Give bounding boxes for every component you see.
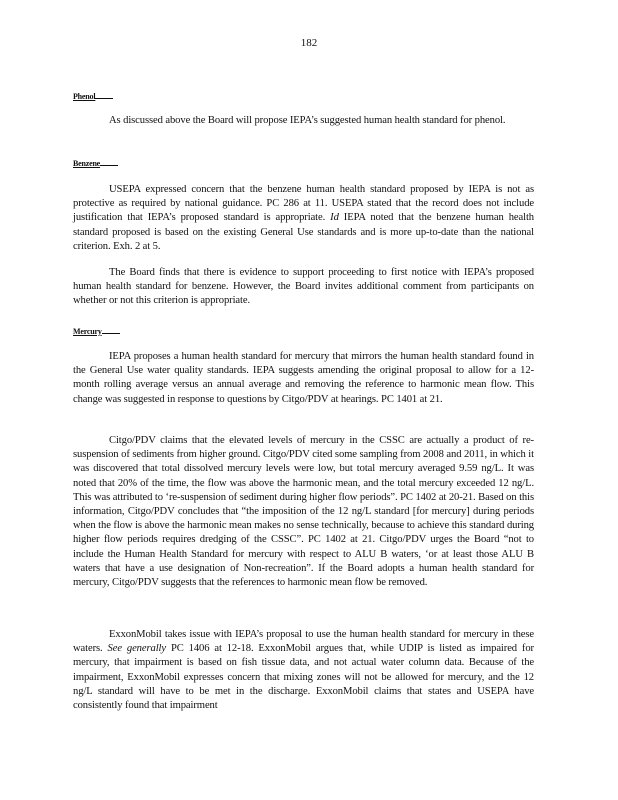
phenol-paragraph: As discussed above the Board will propose IEPA’s suggested human health standard for phenol. (109, 115, 506, 126)
benzene-paragraph-2: The Board finds that there is evidence to support proceeding to first notice with IEPA’s proposed human health standard for benzene. However, the Board invites additional comment from participants on whether or not this criterion is appropriate. (73, 267, 534, 307)
underline-tail (100, 158, 118, 166)
mercury-paragraph-1: IEPA proposes a human health standard for mercury that mirrors the human health standard found in the General Use water quality standards. IEPA suggests amending the original proposal to allow for a 12-month rolling average versus an annual average and removing the reference to harmonic mean flow. This change was suggested in response to questions by Citgo/PDV at hearings. PC 1401 at 21. (73, 351, 534, 405)
citation-see-generally: See generally (107, 643, 166, 655)
heading-mercury (73, 325, 120, 339)
underline-tail (102, 326, 120, 334)
mercury-p3-part-b: PC 1406 at 12-18. ExxonMobil argues that, while UDIP is listed as impaired for mercury, that impairment is based on fish tissue data, and not actual water column data. Because of the impairment, ExxonMobil expresses concern that mixing zones will not be allowed for mercury, and the 12 ng/L standard will have to be met in the discharge. ExxonMobil claims that states and USEPA have consistently found that impairment (73, 643, 534, 712)
heading-benzene (73, 157, 118, 171)
benzene-paragraph-1 (73, 183, 534, 254)
mercury-paragraph-2: Citgo/PDV claims that the elevated levels of mercury in the CSSC are actually a product of re-suspension of sediments from higher ground. Citgo/PDV cited some sampling from 2008 and 2011, in which it was discovered that total dissolved mercury levels were low, but total mercury averaged 9.59 ng/L. It was noted that 20% of the time, the flow was above the harmonic mean, and the total mercury exceeded 12 ng/L. This was attributed to ‘re-suspension of sediment during higher flow periods”. PC 1402 at 20-21. Based on this information, Citgo/PDV concludes that “the imposition of the 12 ng/L standard [for mercury] during periods when the flow is above the harmonic mean makes no sense technically, because to achieve this standard during higher flow periods requires dredging of the CSSC”. PC 1402 at 21. Citgo/PDV urges the Board “not to include the Human Health Standard for mercury with respect to ALU B waters, ‘or at least those ALU B waters that have a use designation of Non-recreation”. If the Board adopts a human health standard for mercury, Citgo/PDV suggests that the references to harmonic mean flow be removed. (73, 435, 534, 589)
heading-phenol (73, 90, 113, 104)
citation-id: Id (330, 212, 339, 224)
benzene-p1-part-b: IEPA noted that the benzene human health standard proposed is based on the existing General Use standards and is more up-to-date than the national criterion. Exh. 2 at 5. (73, 212, 534, 252)
page-number: 182 (300, 37, 318, 49)
heading-mercury-text: Mercury (73, 327, 102, 336)
mercury-paragraph-3 (73, 628, 534, 713)
benzene-p1-part-a: USEPA expressed concern that the benzene human health standard proposed by IEPA is not as protective as required by national guidance. PC 286 at 11. USEPA stated that the record does not include justification that IEPA’s proposed standard is appropriate. (73, 184, 534, 224)
heading-phenol-text: Phenol (73, 92, 96, 101)
mercury-p3-part-a: ExxonMobil takes issue with IEPA’s proposal to use the human health standard for mercury in these waters. (73, 629, 534, 655)
heading-benzene-text: Benzene (73, 159, 101, 168)
underline-tail (95, 91, 113, 99)
